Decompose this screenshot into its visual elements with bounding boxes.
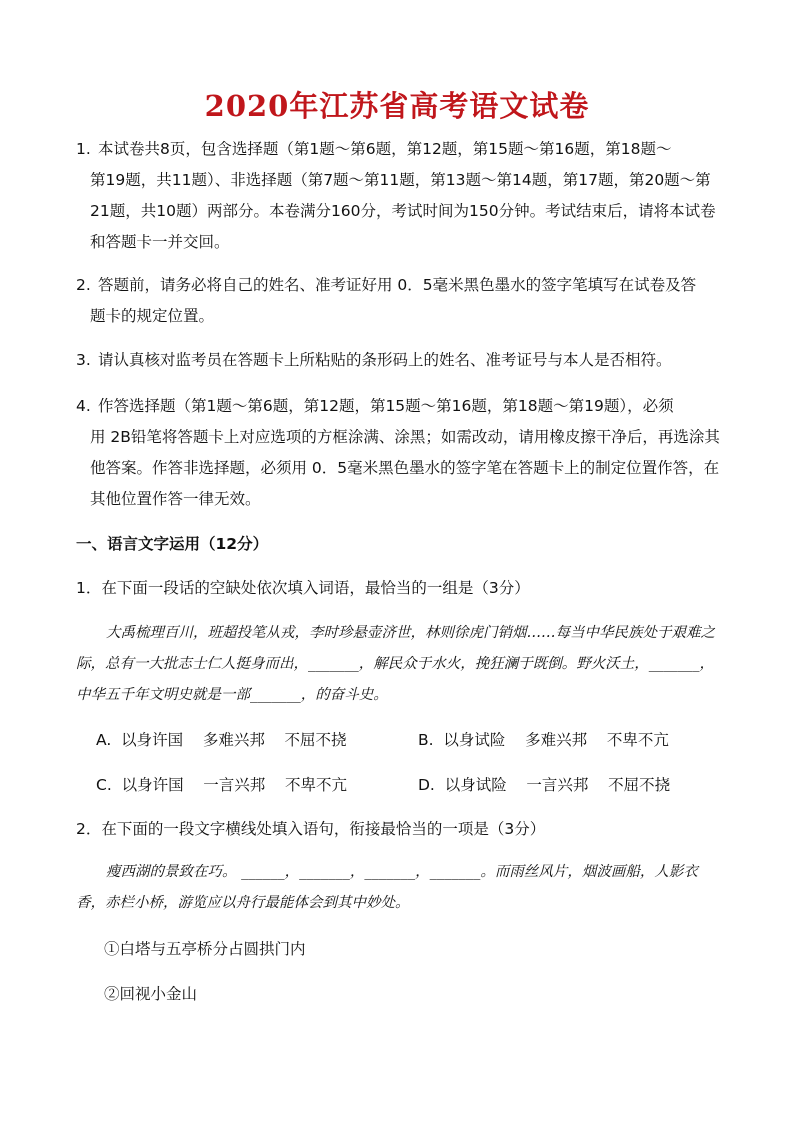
instruction-text: 请认真核对监考员在答题卡上所粘贴的条形码上的姓名、准考证号与本人是否相符。: [98, 351, 672, 369]
question-1-stem: 1．在下面一段话的空缺处依次填入词语，最恰当的一组是（3分）: [76, 579, 530, 597]
question-1-option-d: D. 以身试险 一言兴邦 不屈不挠: [418, 776, 671, 794]
instruction-text-continued: 第19题，共11题）、非选择题（第7题～第11题，第13题～第14题，第17题，第20题～第21题，共10题）两部分。本卷满分160分，考试时间为150分钟。考试结束后，请将本试卷和答题卡一并交回。: [90, 171, 716, 251]
instruction-text-continued: 题卡的规定位置。: [90, 307, 215, 325]
question-1-option-a: A. 以身许国 多难兴邦 不屈不挠: [96, 731, 347, 749]
instruction-text: 本试卷共8页，包含选择题（第1题～第6题，第12题，第15题～第16题，第18题～: [98, 140, 672, 158]
instruction-number: 1.: [76, 140, 91, 158]
question-1-passage: 大禹梳理百川，班超投笔从戎，李时珍悬壶济世，林则徐虎门销烟……每当中华民族处于艰难之际，总有一大批志士仁人挺身而出，_______，解民众于水火，挽狂澜于既倒。野火沃土，_______，中华五千年文明史就是一部_______，的奋斗史。: [76, 625, 715, 703]
instruction-2: [76, 270, 724, 332]
instruction-text: 作答选择题（第1题～第6题，第12题，第15题～第16题，第18题～第19题），必须: [98, 397, 674, 415]
question-2-item-1: ①白塔与五亭桥分占圆拱门内: [104, 940, 306, 958]
instruction-number: 2.: [76, 276, 91, 294]
section-heading: 一、语言文字运用（12分）: [76, 535, 269, 553]
instruction-4: [76, 391, 724, 515]
question-2-item-2: ②回视小金山: [104, 985, 198, 1003]
instruction-1: [76, 134, 724, 258]
question-1-option-c: C. 以身许国 一言兴邦 不卑不亢: [96, 776, 348, 794]
instruction-text-continued: 用 2B铅笔将答题卡上对应选项的方框涂满、涂黑；如需改动，请用橡皮擦干净后，再选涂其他答案。作答非选择题，必须用 0．5毫米黑色墨水的签字笔在答题卡上的制定位置作答，在其他位置作答一律无效。: [90, 428, 720, 508]
instruction-number: 3.: [76, 351, 91, 369]
question-1-option-b: B. 以身试险 多难兴邦 不卑不亢: [418, 731, 669, 749]
question-2-passage: 瘦西湖的景致在巧。 ______，_______，_______，_______。而雨丝风片，烟波画船，人影衣香，赤栏小桥，游览应以舟行最能体会到其中妙处。: [76, 864, 698, 911]
instruction-number: 4.: [76, 397, 91, 415]
page-title: 2020年江苏省高考语文试卷: [204, 89, 590, 123]
instruction-3: [76, 345, 724, 376]
instruction-text: 答题前，请务必将自己的姓名、准考证好用 0．5毫米黑色墨水的签字笔填写在试卷及答: [98, 276, 697, 294]
question-2-stem: 2．在下面的一段文字横线处填入语句，衔接最恰当的一项是（3分）: [76, 820, 546, 838]
